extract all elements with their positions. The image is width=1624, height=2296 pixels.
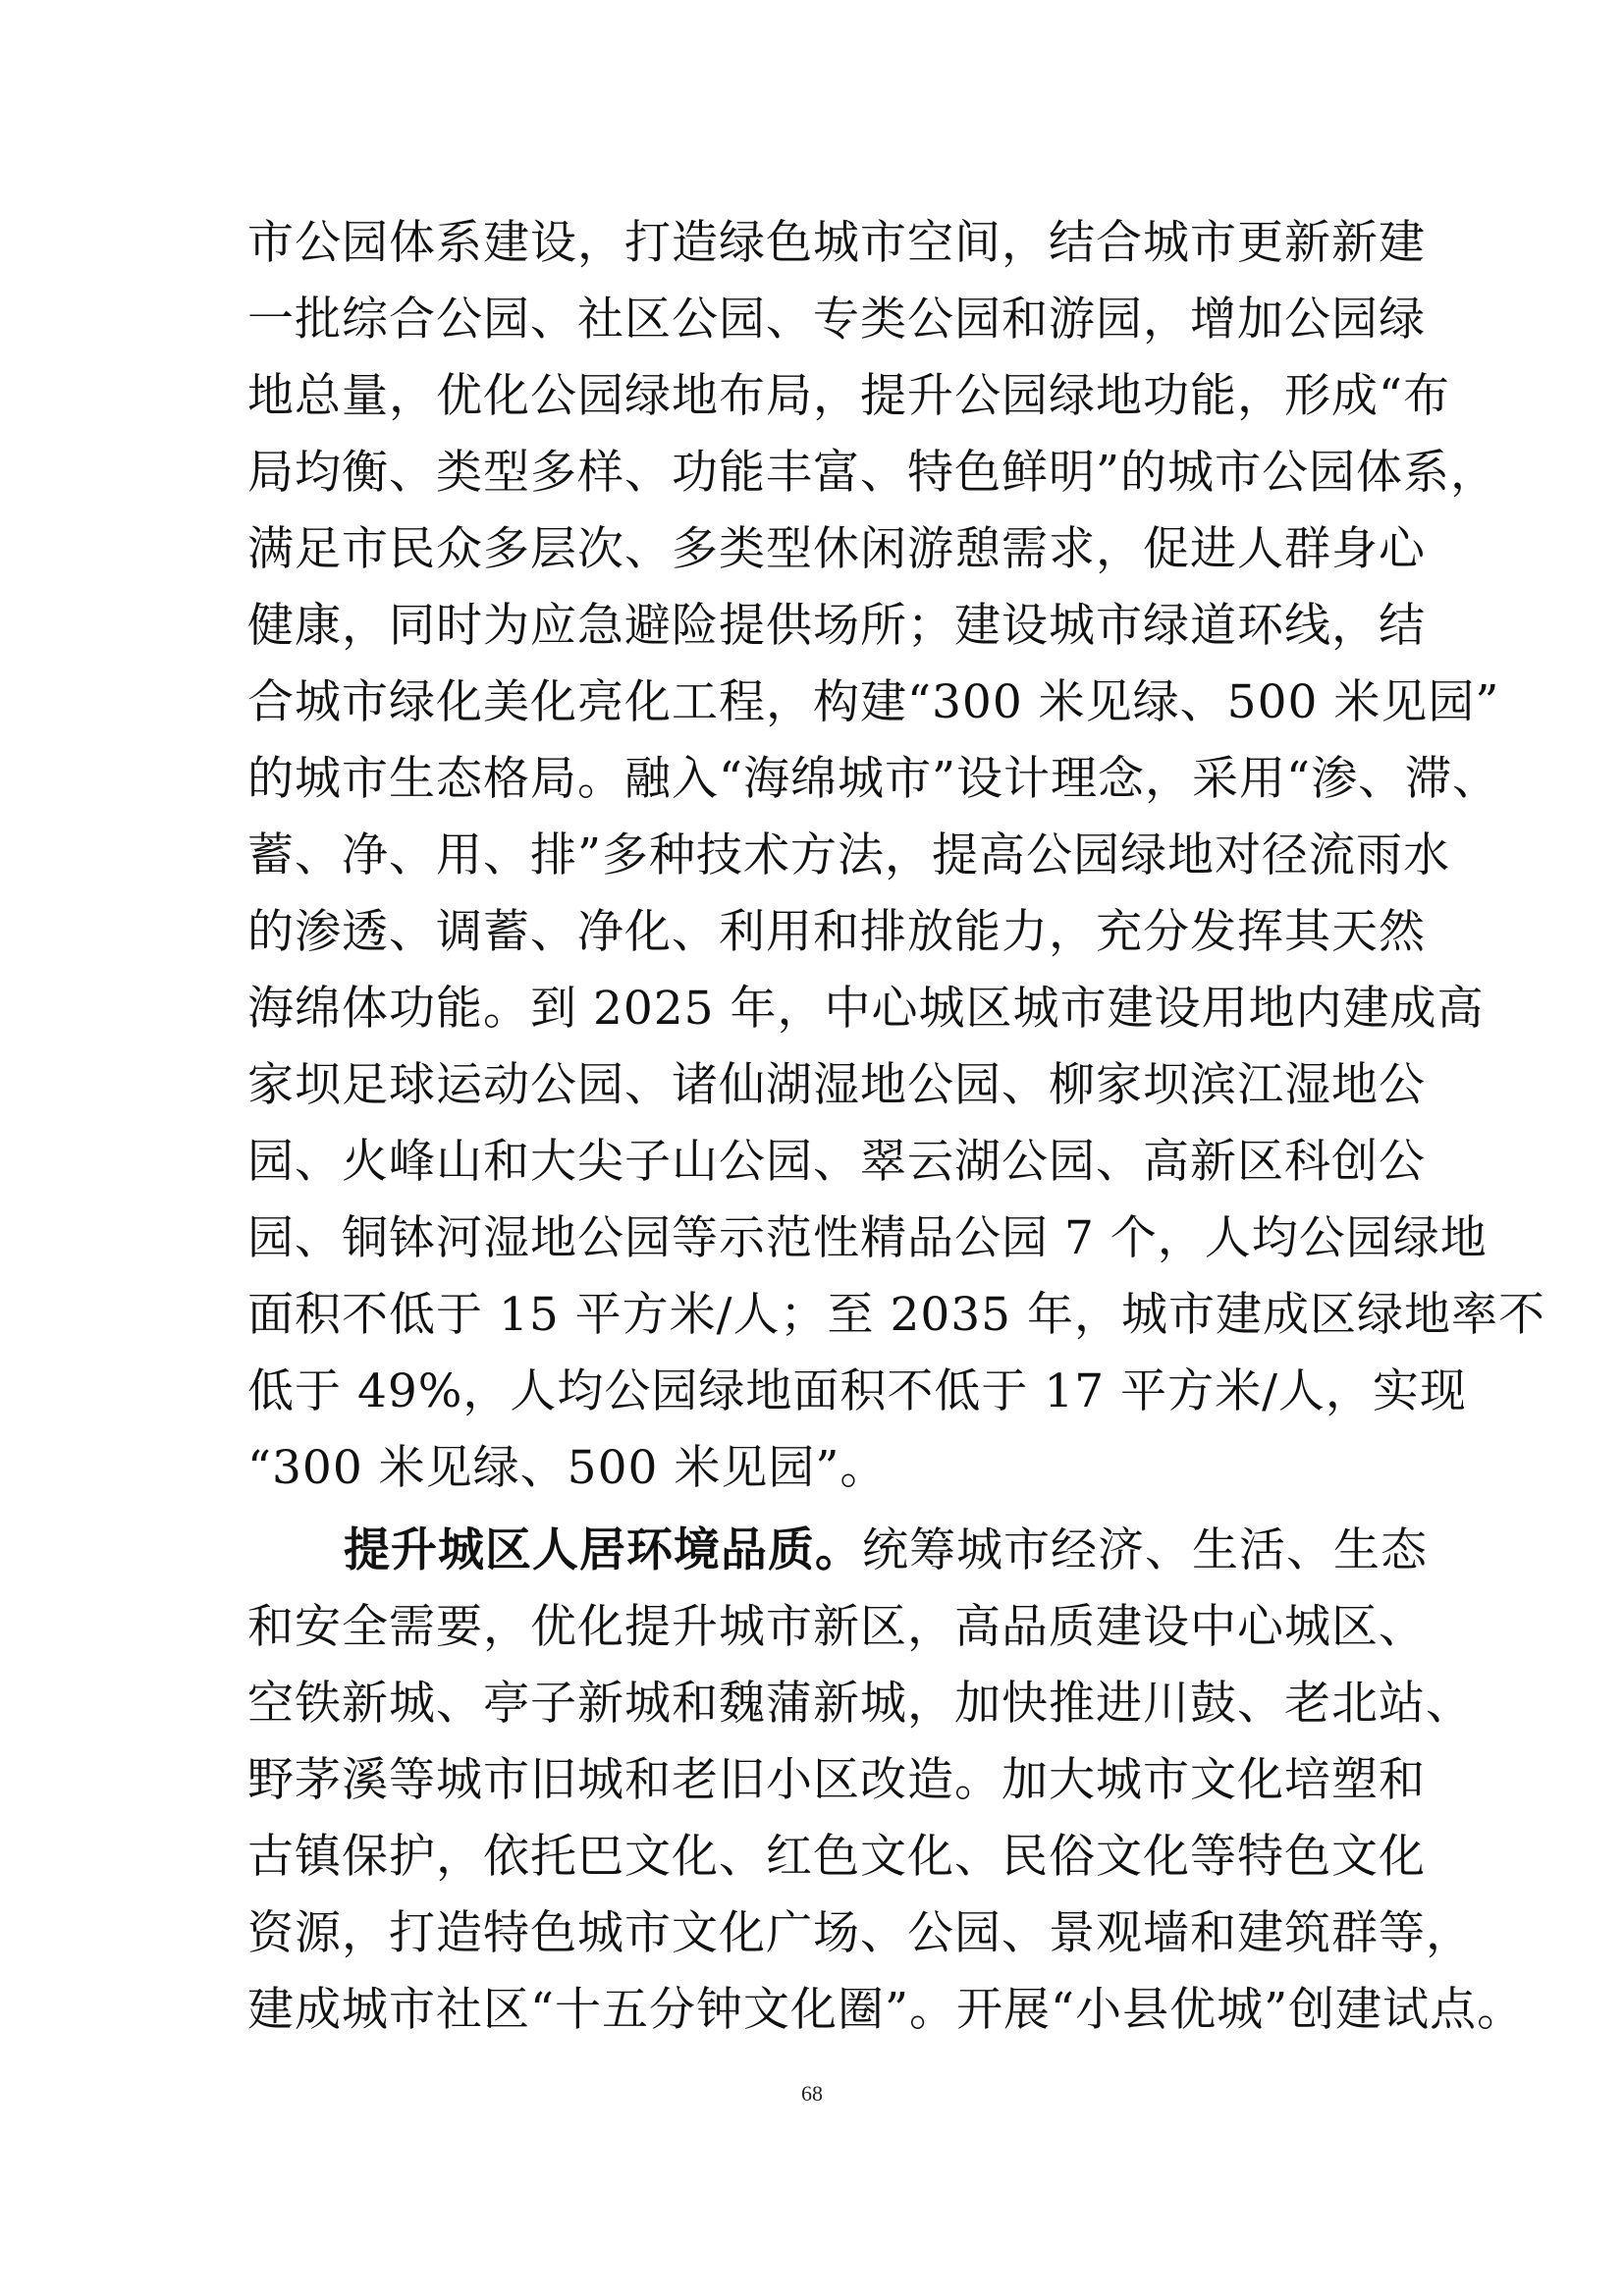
text-line: 市公园体系建设，打造绿色城市空间，结合城市更新新建	[247, 216, 1426, 270]
text-line: 的城市生态格局。融入“海绵城市”设计理念，采用“渗、滞、	[247, 752, 1500, 806]
text-line: 园、铜钵河湿地公园等示范性精品公园 7 个，人均公园绿地	[247, 1211, 1488, 1265]
text-line: “300 米见绿、500 米见园”。	[247, 1441, 888, 1495]
text-line: 局均衡、类型多样、功能丰富、特色鲜明”的城市公园体系，	[247, 446, 1498, 500]
text-line: 空铁新城、亭子新城和魏蒲新城，加快推进川鼓、老北站、	[247, 1677, 1473, 1731]
text-line: 资源，打造特色城市文化广场、公园、景观墙和建筑群等，	[247, 1906, 1473, 1960]
text-line: 一批综合公园、社区公园、专类公园和游园，增加公园绿	[247, 293, 1426, 347]
text-line: 低于 49%，人均公园绿地面积不低于 17 平方米/人，实现	[247, 1364, 1467, 1418]
text-line: 的渗透、调蓄、净化、利用和排放能力，充分发挥其天然	[247, 905, 1426, 959]
page-number: 68	[801, 2081, 823, 2106]
text-line: 和安全需要，优化提升城市新区，高品质建设中心城区、	[247, 1600, 1426, 1654]
text-line: 满足市民众多层次、多类型休闲游憩需求，促进人群身心	[247, 522, 1426, 576]
text-line: 地总量，优化公园绿地布局，提升公园绿地功能，形成“布	[247, 369, 1451, 423]
paragraph-heading: 提升城区人居环境品质。	[344, 1523, 862, 1577]
text-line: 建成城市社区“十五分钟文化圈”。开展“小县优城”创建试点。	[247, 1983, 1525, 2037]
text-line: 野茅溪等城市旧城和老旧小区改造。加大城市文化培塑和	[247, 1753, 1426, 1807]
text-line: 蓄、净、用、排”多种技术方法，提高公园绿地对径流雨水	[247, 828, 1451, 882]
text-line: 健康，同时为应急避险提供场所；建设城市绿道环线，结	[247, 599, 1426, 653]
text-line: 园、火峰山和大尖子山公园、翠云湖公园、高新区科创公	[247, 1135, 1426, 1189]
text-span: 统筹城市经济、生活、生态	[862, 1523, 1428, 1577]
text-line	[344, 1512, 1428, 1590]
text-line: 海绵体功能。到 2025 年，中心城区城市建设用地内建成高	[247, 982, 1485, 1036]
text-line: 面积不低于 15 平方米/人；至 2035 年，城市建成区绿地率不	[247, 1288, 1546, 1342]
text-line: 家坝足球运动公园、诸仙湖湿地公园、柳家坝滨江湿地公	[247, 1058, 1426, 1112]
text-line: 古镇保护，依托巴文化、红色文化、民俗文化等特色文化	[247, 1830, 1426, 1884]
text-line: 合城市绿化美化亮化工程，构建“300 米见绿、500 米见园”	[247, 675, 1500, 729]
